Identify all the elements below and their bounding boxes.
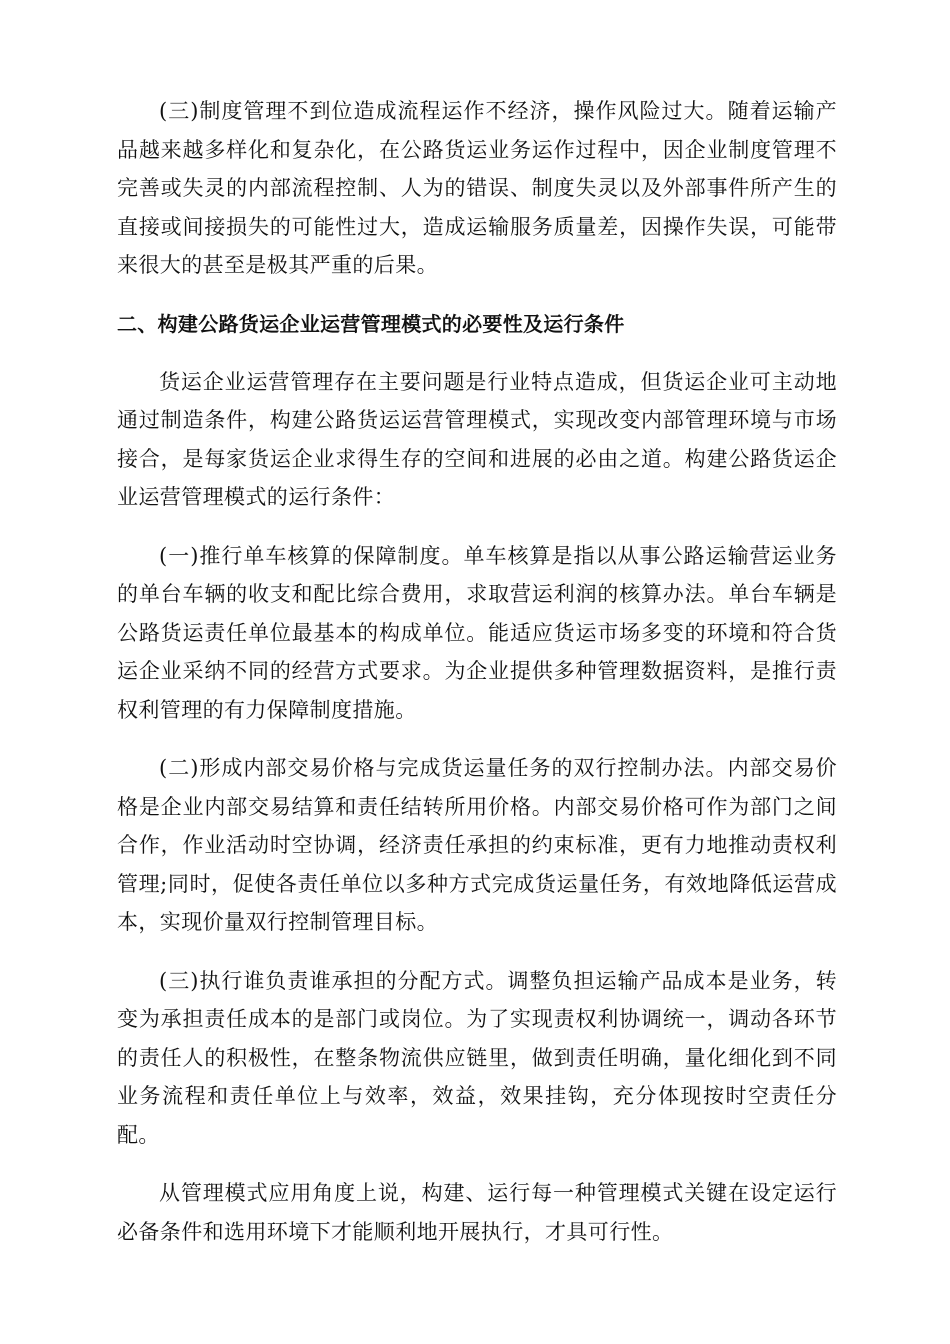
paragraph-conclusion: 从管理模式应用角度上说，构建、运行每一种管理模式关键在设定运行必备条件和选用环境下才能顺利地开展执行，才具可行性。 xyxy=(117,1181,837,1244)
paragraph-responsibility-allocation: (三)执行谁负责谁承担的分配方式。调整负担运输产品成本是业务，转变为承担责任成本的是部门或岗位。为了实现责权利协调统一，调动各环节的责任人的积极性，在整条物流供应链里，做到责任明确，量化细化到不同业务流程和责任单位上与效率，效益，效果挂钩，充分体现按时空责任分配。 xyxy=(117,968,837,1147)
paragraph-internal-transaction-price: (二)形成内部交易价格与完成货运量任务的双行控制办法。内部交易价格是企业内部交易结算和责任结转所用价格。内部交易价格可作为部门之间合作，作业活动时空协调，经济责任承担的约束标准，更有力地推动责权利管理;同时，促使各责任单位以多种方式完成货运量任务，有效地降低运营成本，实现价量双行控制管理目标。 xyxy=(117,756,837,934)
paragraph-institutional-management: (三)制度管理不到位造成流程运作不经济，操作风险过大。随着运输产品越来越多样化和复杂化，在公路货运业务运作过程中，因企业制度管理不完善或失灵的内部流程控制、人为的错误、制度失灵以及外部事件所产生的直接或间接损失的可能性过大，造成运输服务质量差，因操作失误，可能带来很大的甚至是极其严重的后果。 xyxy=(117,99,837,277)
paragraph-operating-conditions-intro: 货运企业运营管理存在主要问题是行业特点造成，但货运企业可主动地通过制造条件，构建公路货运运营管理模式，实现改变内部管理环境与市场接合，是每家货运企业求得生存的空间和进展的必由之道。构建公路货运企业运营管理模式的运行条件： xyxy=(117,369,837,509)
document-page xyxy=(117,92,837,1271)
section-heading-2: 二、构建公路货运企业运营管理模式的必要性及运行条件 xyxy=(117,311,625,336)
paragraph-single-vehicle-accounting: (一)推行单车核算的保障制度。单车核算是指以从事公路运输营运业务的单台车辆的收支和配比综合费用，求取营运利润的核算办法。单台车辆是公路货运责任单位最基本的构成单位。能适应货运市场多变的环境和符合货运企业采纳不同的经营方式要求。为企业提供多种管理数据资料，是推行责权利管理的有力保障制度措施。 xyxy=(117,543,837,722)
